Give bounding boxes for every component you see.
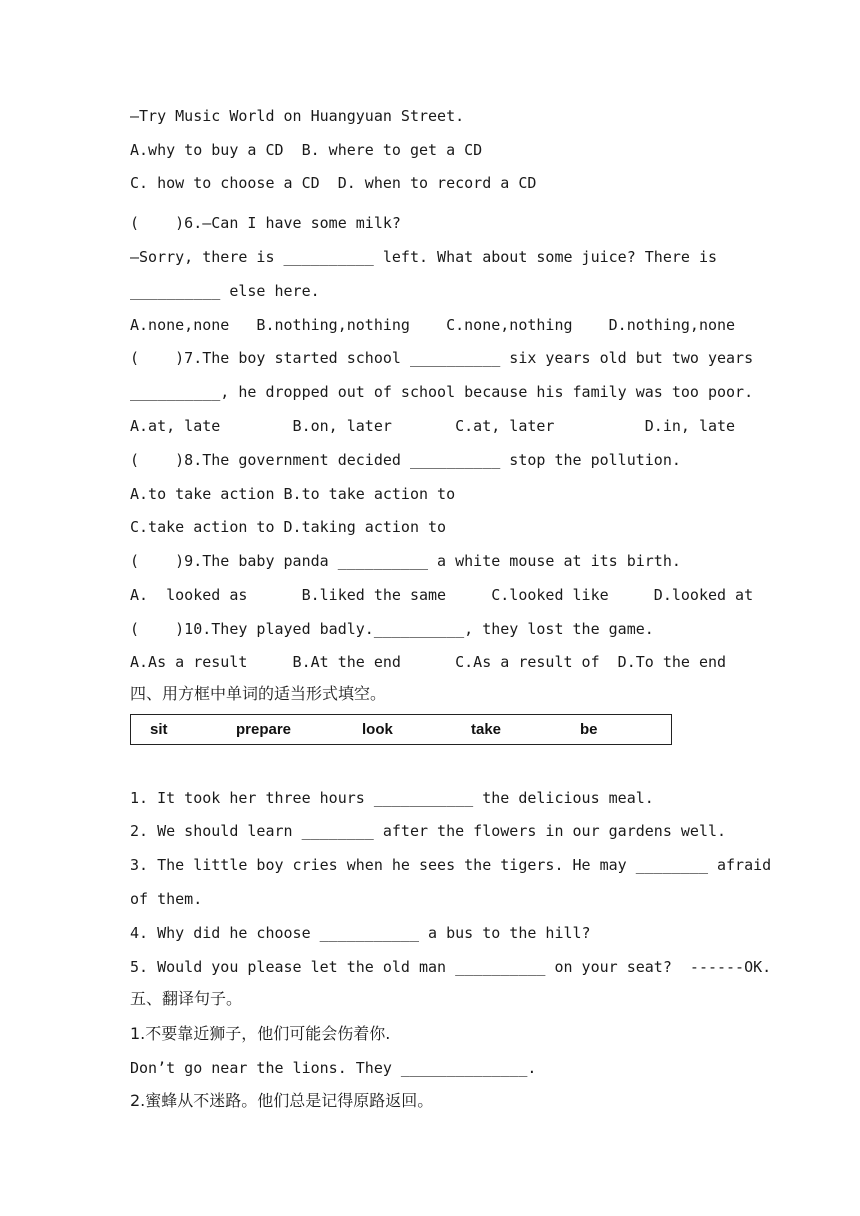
section-5-heading: 五、翻译句子。 bbox=[130, 989, 243, 1008]
text-line: __________ else here. bbox=[130, 282, 320, 300]
question-6: ( )6.—Can I have some milk? bbox=[130, 214, 401, 232]
text-line: —Try Music World on Huangyuan Street. bbox=[130, 107, 465, 125]
options-6: A.none,none B.nothing,nothing C.none,nothing D.nothing,none bbox=[130, 316, 736, 334]
word-box-item: take bbox=[471, 721, 502, 738]
fill-item-2: 2. We should learn ________ after the flowers in our gardens well. bbox=[130, 822, 727, 840]
translate-answer-1: Don’t go near the lions. They ______________. bbox=[130, 1059, 537, 1077]
question-8: ( )8.The government decided __________ stop the pollution. bbox=[130, 451, 681, 469]
section-4-heading: 四、用方框中单词的适当形式填空。 bbox=[130, 684, 387, 703]
text-line: A.why to buy a CD B. where to get a CD bbox=[130, 141, 483, 159]
options-9: A. looked as B.liked the same C.looked like D.looked at bbox=[130, 586, 754, 604]
question-9: ( )9.The baby panda __________ a white mouse at its birth. bbox=[130, 552, 681, 570]
options-8: A.to take action B.to take action to bbox=[130, 485, 456, 503]
word-box-item: look bbox=[362, 721, 393, 738]
question-7: ( )7.The boy started school __________ six years old but two years bbox=[130, 349, 754, 367]
fill-item-3: 3. The little boy cries when he sees the tigers. He may ________ afraid bbox=[130, 856, 772, 874]
translate-item-2: 2.蜜蜂从不迷路。他们总是记得原路返回。 bbox=[130, 1091, 434, 1110]
options-7: A.at, late B.on, later C.at, later D.in, late bbox=[130, 417, 736, 435]
question-10: ( )10.They played badly.__________, they lost the game. bbox=[130, 620, 654, 638]
fill-item-4: 4. Why did he choose ___________ a bus to the hill? bbox=[130, 924, 591, 942]
options-10: A.As a result B.At the end C.As a result of D.To the end bbox=[130, 653, 727, 671]
text-line: __________, he dropped out of school because his family was too poor. bbox=[130, 383, 754, 401]
options-8: C.take action to D.taking action to bbox=[130, 518, 447, 536]
fill-item-5: 5. Would you please let the old man __________ on your seat? ------OK. bbox=[130, 958, 772, 976]
translate-item-1: 1.不要靠近狮子，他们可能会伤着你. bbox=[130, 1024, 391, 1043]
text-line: C. how to choose a CD D. when to record a CD bbox=[130, 174, 537, 192]
fill-item-1: 1. It took her three hours ___________ the delicious meal. bbox=[130, 789, 654, 807]
text-line: —Sorry, there is __________ left. What about some juice? There is bbox=[130, 248, 717, 266]
word-box-item: sit bbox=[150, 721, 168, 738]
word-box-item: prepare bbox=[236, 721, 292, 738]
text-line: of them. bbox=[130, 890, 203, 908]
word-box-item: be bbox=[580, 721, 598, 738]
word-box bbox=[130, 714, 672, 745]
